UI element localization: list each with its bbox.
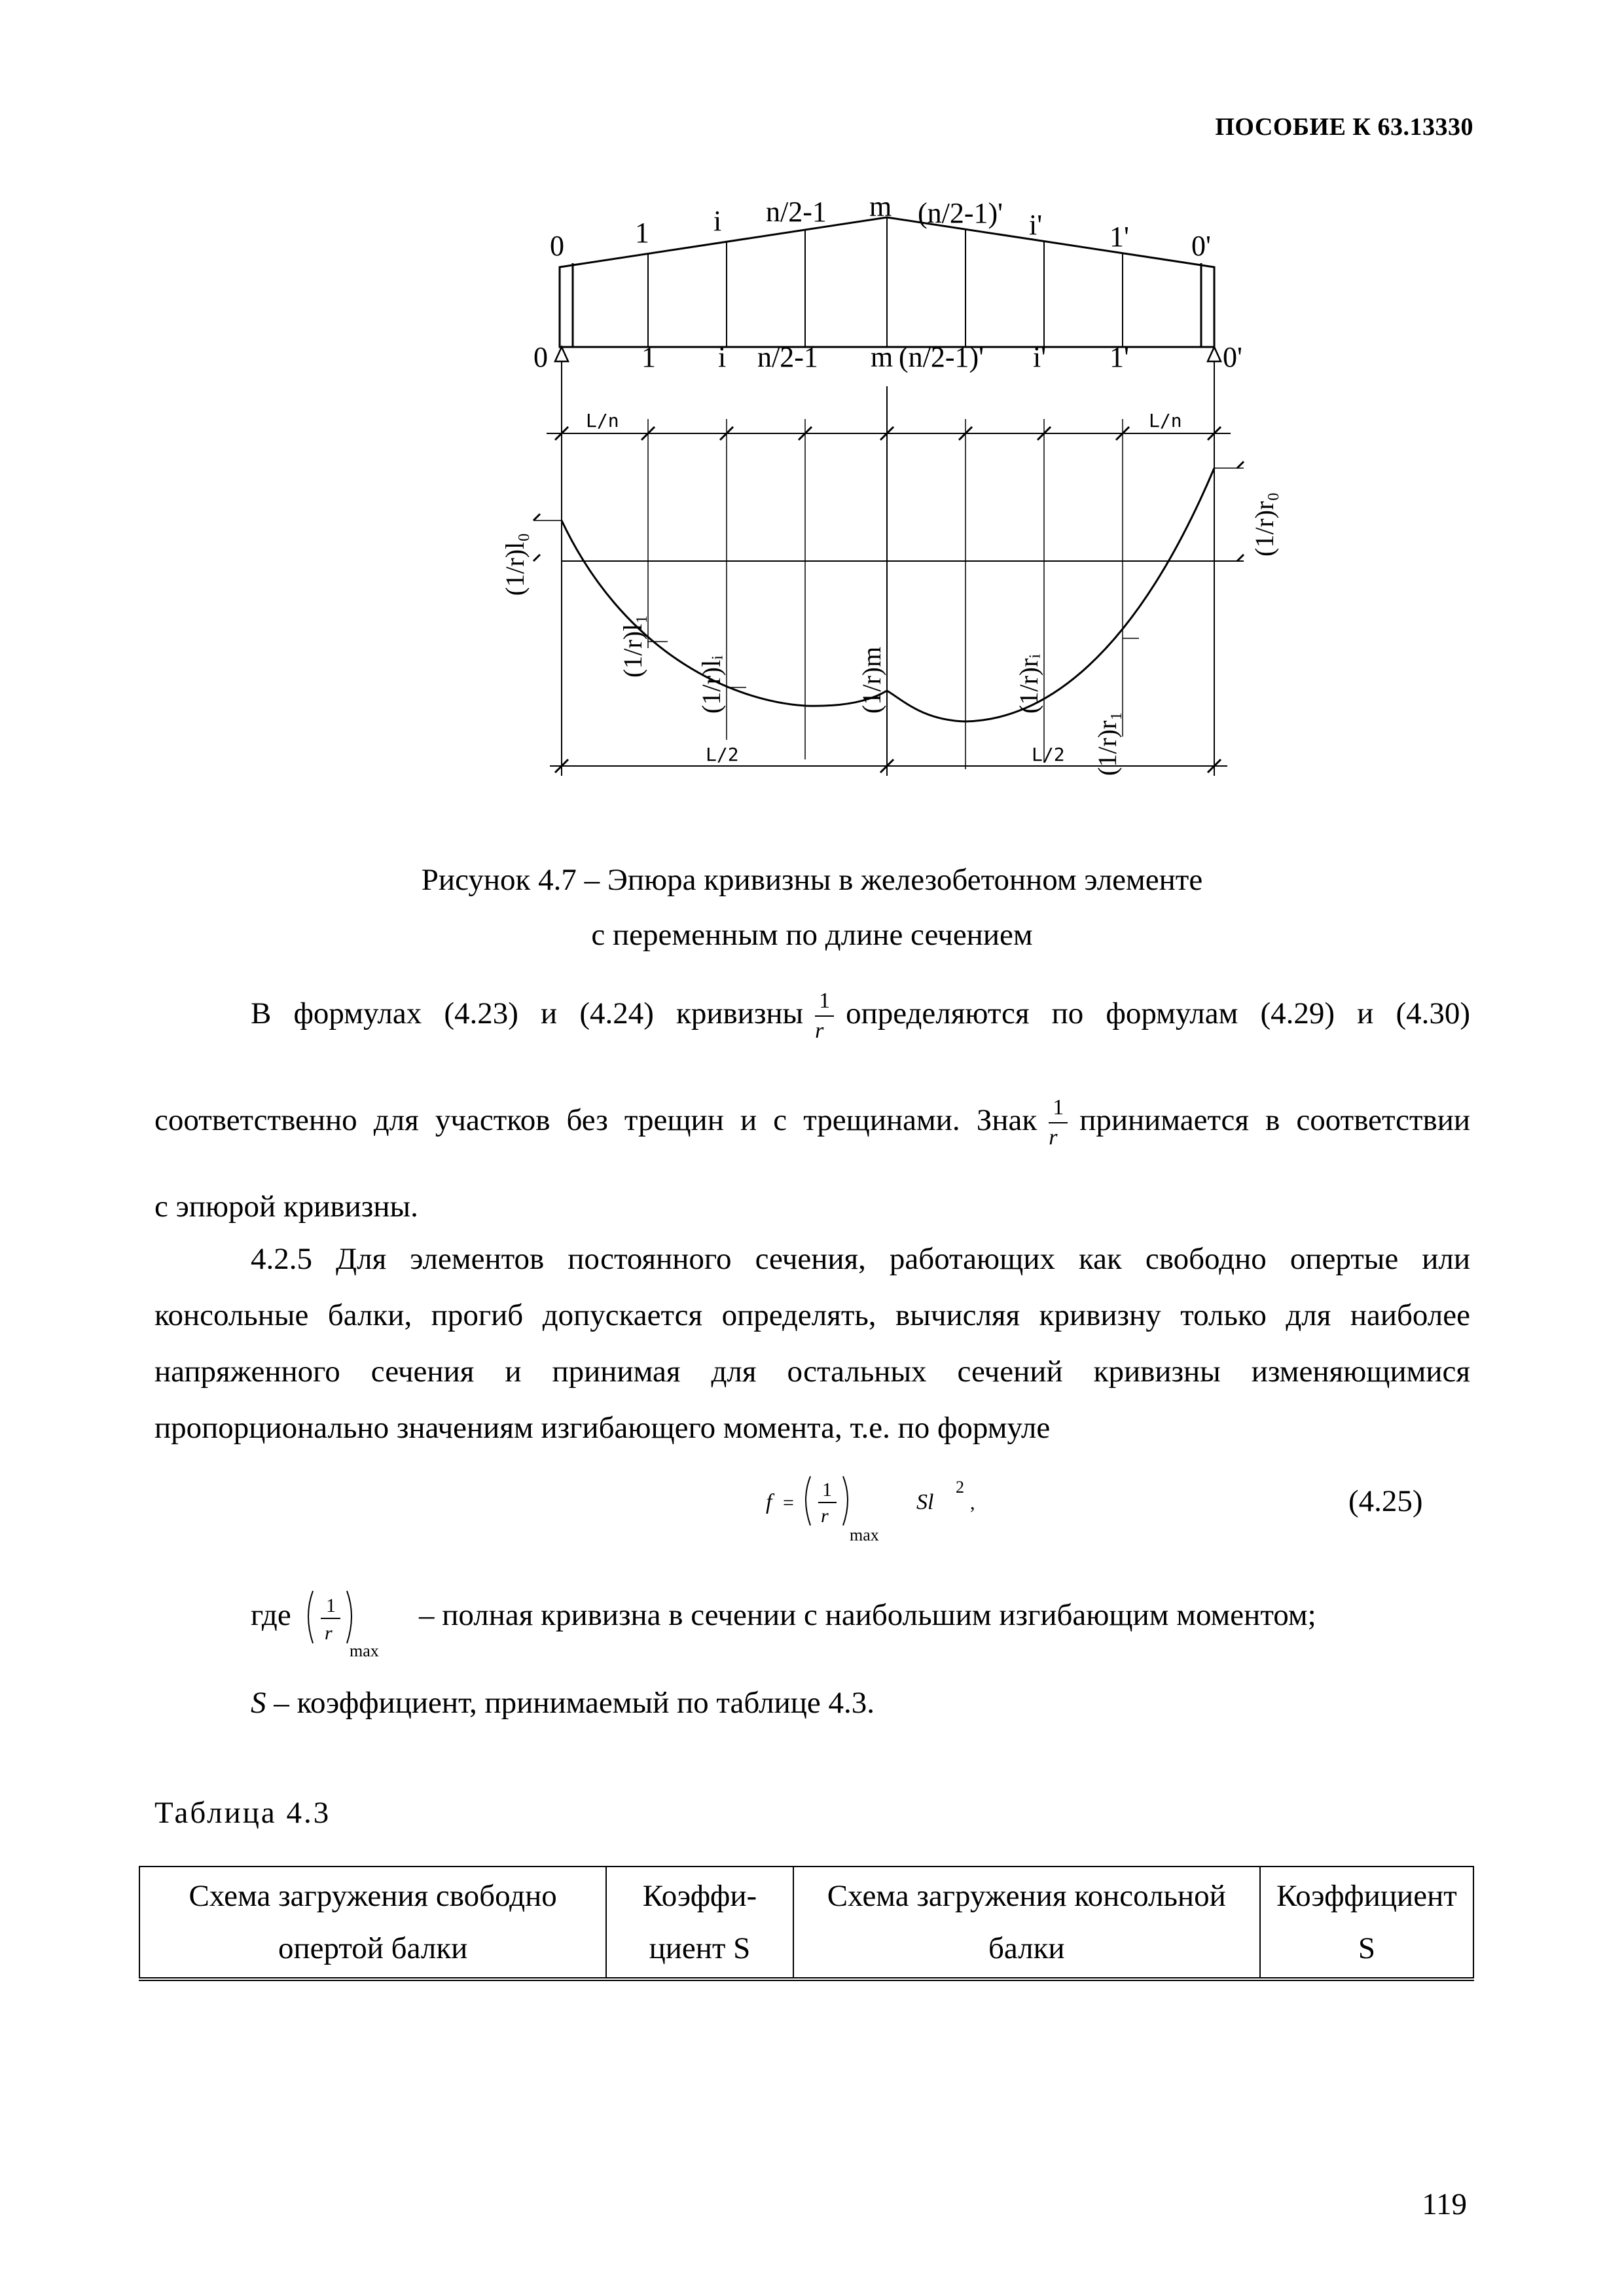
- svg-text:1: 1: [822, 1479, 832, 1501]
- top-label-0: 0: [550, 230, 564, 262]
- figure-caption-line2: с переменным по длине сечением: [591, 918, 1033, 952]
- curv-label-l0: (1/r)l₀: [500, 532, 530, 596]
- dim-l2-right: L/2: [1032, 744, 1065, 765]
- formula-4-25: [766, 1463, 1028, 1555]
- curvature-diagram: [452, 190, 1303, 812]
- top-label-n2: n/2-1: [766, 196, 827, 228]
- bottom-label-1: 1: [641, 341, 656, 373]
- para2-line2: консольные балки, прогиб допускается определять, вычисляя кривизну только для наиболее: [154, 1298, 1470, 1332]
- header-cell-4: Коэффициент S: [1260, 1867, 1473, 1979]
- table-4-3: [139, 1866, 1474, 1981]
- svg-text:=: =: [783, 1492, 794, 1514]
- svg-text:Sl: Sl: [916, 1490, 934, 1514]
- figure-caption-line1: Рисунок 4.7 – Эпюра кривизны в железобетонном элементе: [421, 863, 1203, 897]
- bottom-label-0p: 0': [1223, 341, 1242, 373]
- header-cell-1: Схема загружения свободно опертой балки: [139, 1867, 606, 1979]
- curv-label-ri: (1/r)rᵢ: [1014, 654, 1043, 714]
- top-label-m: m: [869, 191, 892, 223]
- svg-text:,: ,: [970, 1492, 975, 1514]
- top-label-n2p: (n/2-1)': [918, 197, 1003, 229]
- para1-line2: соответственно для участков без трещин и с трещинами. Знак $\frac{1}{r}$ принимается в соответствии: [154, 1095, 1471, 1150]
- bottom-label-i: i: [718, 341, 727, 373]
- header-cell-3: Схема загружения консольной балки: [793, 1867, 1260, 1979]
- fraction-1-r: $\frac{1}{r}$: [815, 989, 834, 1043]
- page-number: 119: [1422, 2187, 1467, 2221]
- top-label-ip: i': [1029, 209, 1043, 241]
- para1-line3: с эпюрой кривизны.: [154, 1190, 418, 1224]
- curvature-curve: [562, 468, 1214, 721]
- bottom-label-m: m: [871, 341, 893, 373]
- table-header-row: [139, 1867, 1473, 1979]
- svg-text:2: 2: [956, 1478, 964, 1497]
- bottom-label-1p: 1': [1110, 341, 1129, 373]
- fraction-1-r-sign: $\frac{1}{r}$: [1049, 1096, 1068, 1150]
- top-label-1p: 1': [1110, 221, 1129, 253]
- dim-ln-right: L/n: [1149, 410, 1182, 431]
- curv-label-r0: (1/r)r₀: [1250, 492, 1279, 556]
- svg-text:f: f: [766, 1490, 772, 1514]
- equation-number: (4.25): [1348, 1484, 1423, 1518]
- bottom-label-ip: i': [1033, 341, 1047, 373]
- top-label-1: 1: [635, 217, 649, 249]
- svg-text:r: r: [821, 1505, 829, 1527]
- header-cell-2: Коэффи- циент S: [606, 1867, 793, 1979]
- where-description: – полная кривизна в сечении с наибольшим изгибающим моментом;: [419, 1598, 1316, 1632]
- table-title: Таблица 4.3: [154, 1796, 331, 1830]
- svg-text:max: max: [850, 1525, 879, 1544]
- bottom-label-0: 0: [533, 341, 548, 373]
- where-word: где: [251, 1598, 291, 1632]
- curv-label-l1: (1/r)l₁: [618, 614, 647, 678]
- para1-line1: В формулах (4.23) и (4.24) кривизны $\frac{1}{r}$ определяются по формулам (4.29) и (4.30): [251, 989, 1470, 1044]
- top-label-0p: 0': [1191, 230, 1211, 262]
- para2-line4: пропорционально значениям изгибающего момента, т.е. по формуле: [154, 1411, 1051, 1445]
- para2-line3: напряженного сечения и принимая для остальных сечений кривизны изменяющимися: [154, 1355, 1470, 1389]
- svg-text:1: 1: [326, 1595, 336, 1616]
- curv-label-li: (1/r)lᵢ: [696, 655, 726, 714]
- curv-label-r1: (1/r)r₁: [1092, 711, 1122, 776]
- svg-text:r: r: [325, 1622, 333, 1644]
- where-fraction: [301, 1578, 412, 1676]
- s-coefficient-def: S – коэффициент, принимаемый по таблице 4.3.: [251, 1686, 875, 1720]
- curv-label-m: (1/r)m: [857, 646, 886, 714]
- bottom-label-n2: n/2-1: [757, 341, 818, 373]
- dim-ln-left: L/n: [586, 410, 619, 431]
- svg-text:max: max: [350, 1641, 379, 1660]
- para2-line1: 4.2.5 Для элементов постоянного сечения, работающих как свободно опертые или: [251, 1242, 1470, 1276]
- top-label-i: i: [713, 205, 722, 237]
- dim-l2-left: L/2: [706, 744, 739, 765]
- support-left-icon: [555, 347, 568, 361]
- bottom-label-n2p: (n/2-1)': [899, 341, 984, 373]
- document-header: ПОСОБИЕ К 63.13330: [1215, 113, 1473, 141]
- support-right-icon: [1208, 347, 1221, 361]
